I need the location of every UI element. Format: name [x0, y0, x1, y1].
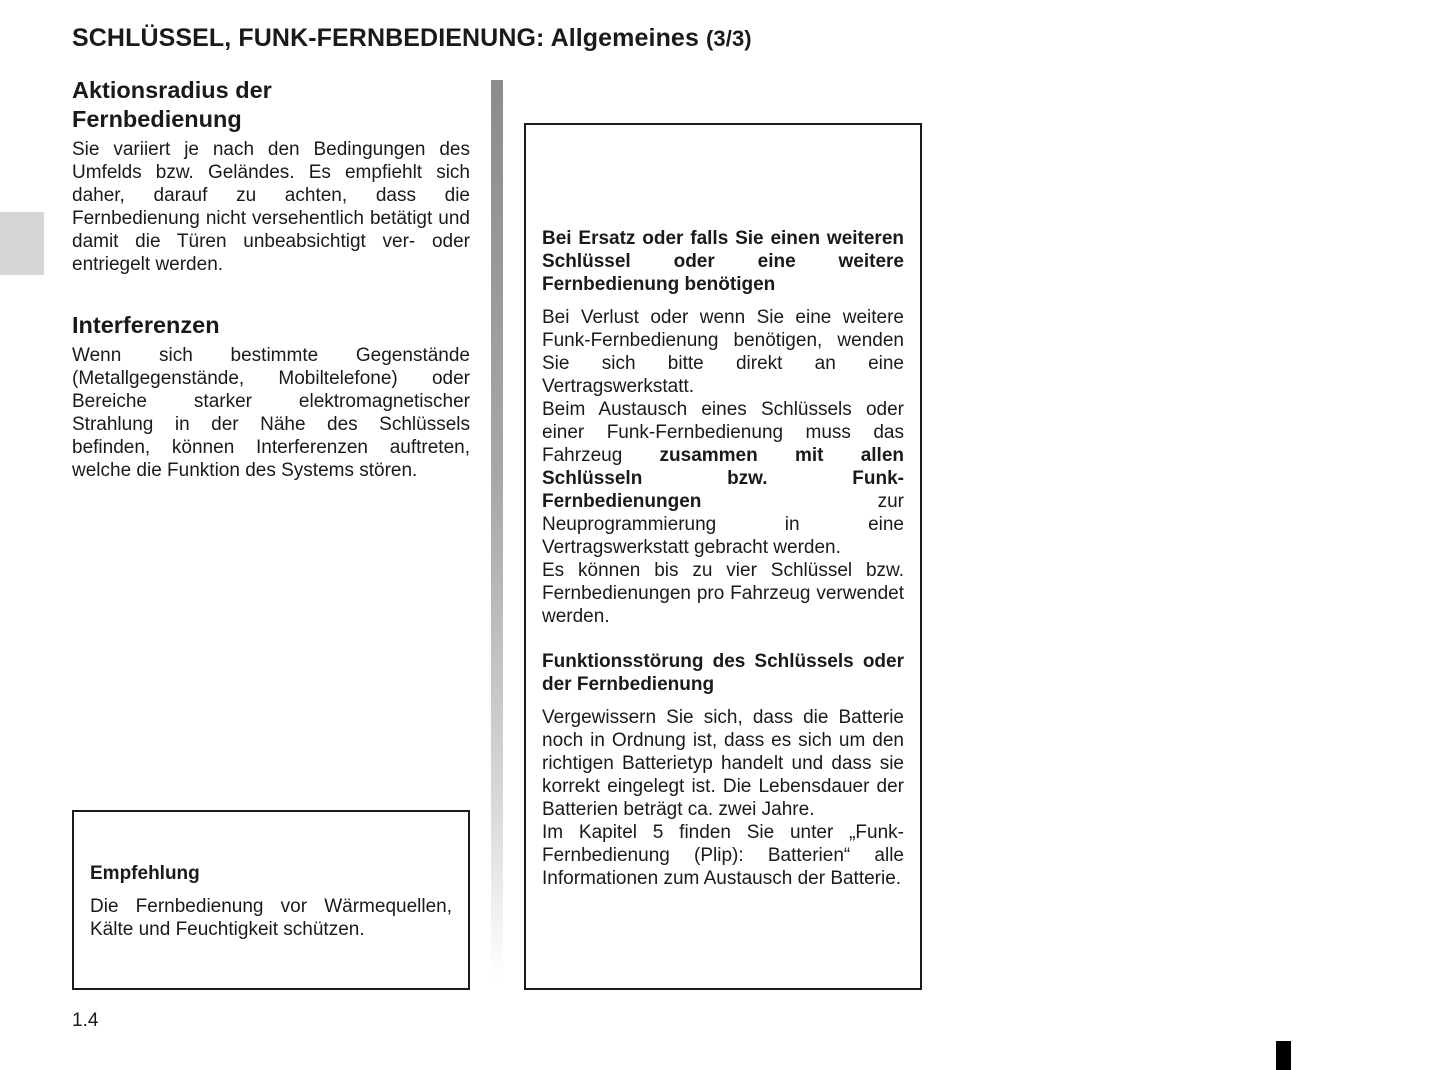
interferenzen-text: Wenn sich bestimmte Gegenstände (Metallgegenstände, Mobiltelefone) oder Bereiche starker elektromagnetischer Strahlung in der Nähe des Schlüssels befinden, können Interferenzen auftreten, welche die Funktion des Systems stören.: [72, 345, 470, 481]
austausch-paragraph: [542, 398, 904, 559]
page-title: [72, 24, 752, 53]
page-part-indicator: (3/3): [706, 26, 752, 51]
page-edge-marker: [1276, 1041, 1291, 1070]
section-aktionsradius: [72, 76, 470, 276]
page-number: 1.4: [72, 1010, 99, 1031]
aktionsradius-text: Sie variiert je nach den Bedingungen des Umfelds bzw. Geländes. Es empfiehlt sich daher, darauf zu achten, dass die Fernbedienung nicht versehentlich betätigt und damit die Türen unbeabsichtigt ver- oder entriegelt werden.: [72, 139, 470, 275]
empfehlung-note-box: [72, 810, 470, 990]
austausch-text-emphasis: zusammen mit allen Schlüsseln bzw. Funk-Fernbedienungen: [542, 445, 904, 512]
austausch-text-start: Beim Austausch eines Schlüssels oder einer Funk-Fernbedienung muss das Fahrzeug: [542, 399, 904, 466]
kapitel-verweis-paragraph: Im Kapitel 5 finden Sie unter „Funk-Fernbedienung (Plip): Batterien“ alle Informationen zum Austausch der Batterie.: [542, 822, 904, 889]
page-title-text: SCHLÜSSEL, FUNK-FERNBEDIENUNG: Allgemeines: [72, 24, 699, 52]
info-note-box: [524, 123, 922, 990]
empfehlung-heading: Empfehlung: [90, 863, 200, 884]
chapter-tab-marker: [0, 212, 44, 275]
stoerung-heading: Funktionsstörung des Schlüssels oder der Fernbedienung: [542, 651, 904, 695]
section-heading-aktionsradius: [72, 76, 470, 134]
heading-line: Aktionsradius der: [72, 77, 272, 103]
left-column: [72, 76, 470, 482]
anzahl-schluessel-paragraph: Es können bis zu vier Schlüssel bzw. Fernbedienungen pro Fahrzeug verwendet werden.: [542, 560, 904, 627]
ersatz-heading: Bei Ersatz oder falls Sie einen weiteren Schlüssel oder eine weitere Fernbedienung benötigen: [542, 228, 904, 295]
batterie-paragraph: Vergewissern Sie sich, dass die Batterie noch in Ordnung ist, dass es sich um den richtigen Batterietyp handelt und dass sie korrekt eingelegt ist. Die Lebensdauer der Batterien beträgt ca. zwei Jahre.: [542, 707, 904, 820]
austausch-text-end: zur Neuprogrammierung in eine Vertragswerkstatt gebracht werden.: [542, 491, 904, 558]
empfehlung-text: Die Fernbedienung vor Wärmequellen, Kälte und Feuchtigkeit schützen.: [90, 896, 452, 940]
column-divider-bar: [491, 80, 503, 980]
ersatz-paragraph: Bei Verlust oder wenn Sie eine weitere Funk-Fernbedienung benötigen, wenden Sie sich bitte direkt an eine Vertragswerkstatt.: [542, 307, 904, 397]
section-interferenzen: [72, 311, 470, 482]
heading-line: Fernbedienung: [72, 106, 242, 132]
section-heading-interferenzen: Interferenzen: [72, 312, 220, 338]
